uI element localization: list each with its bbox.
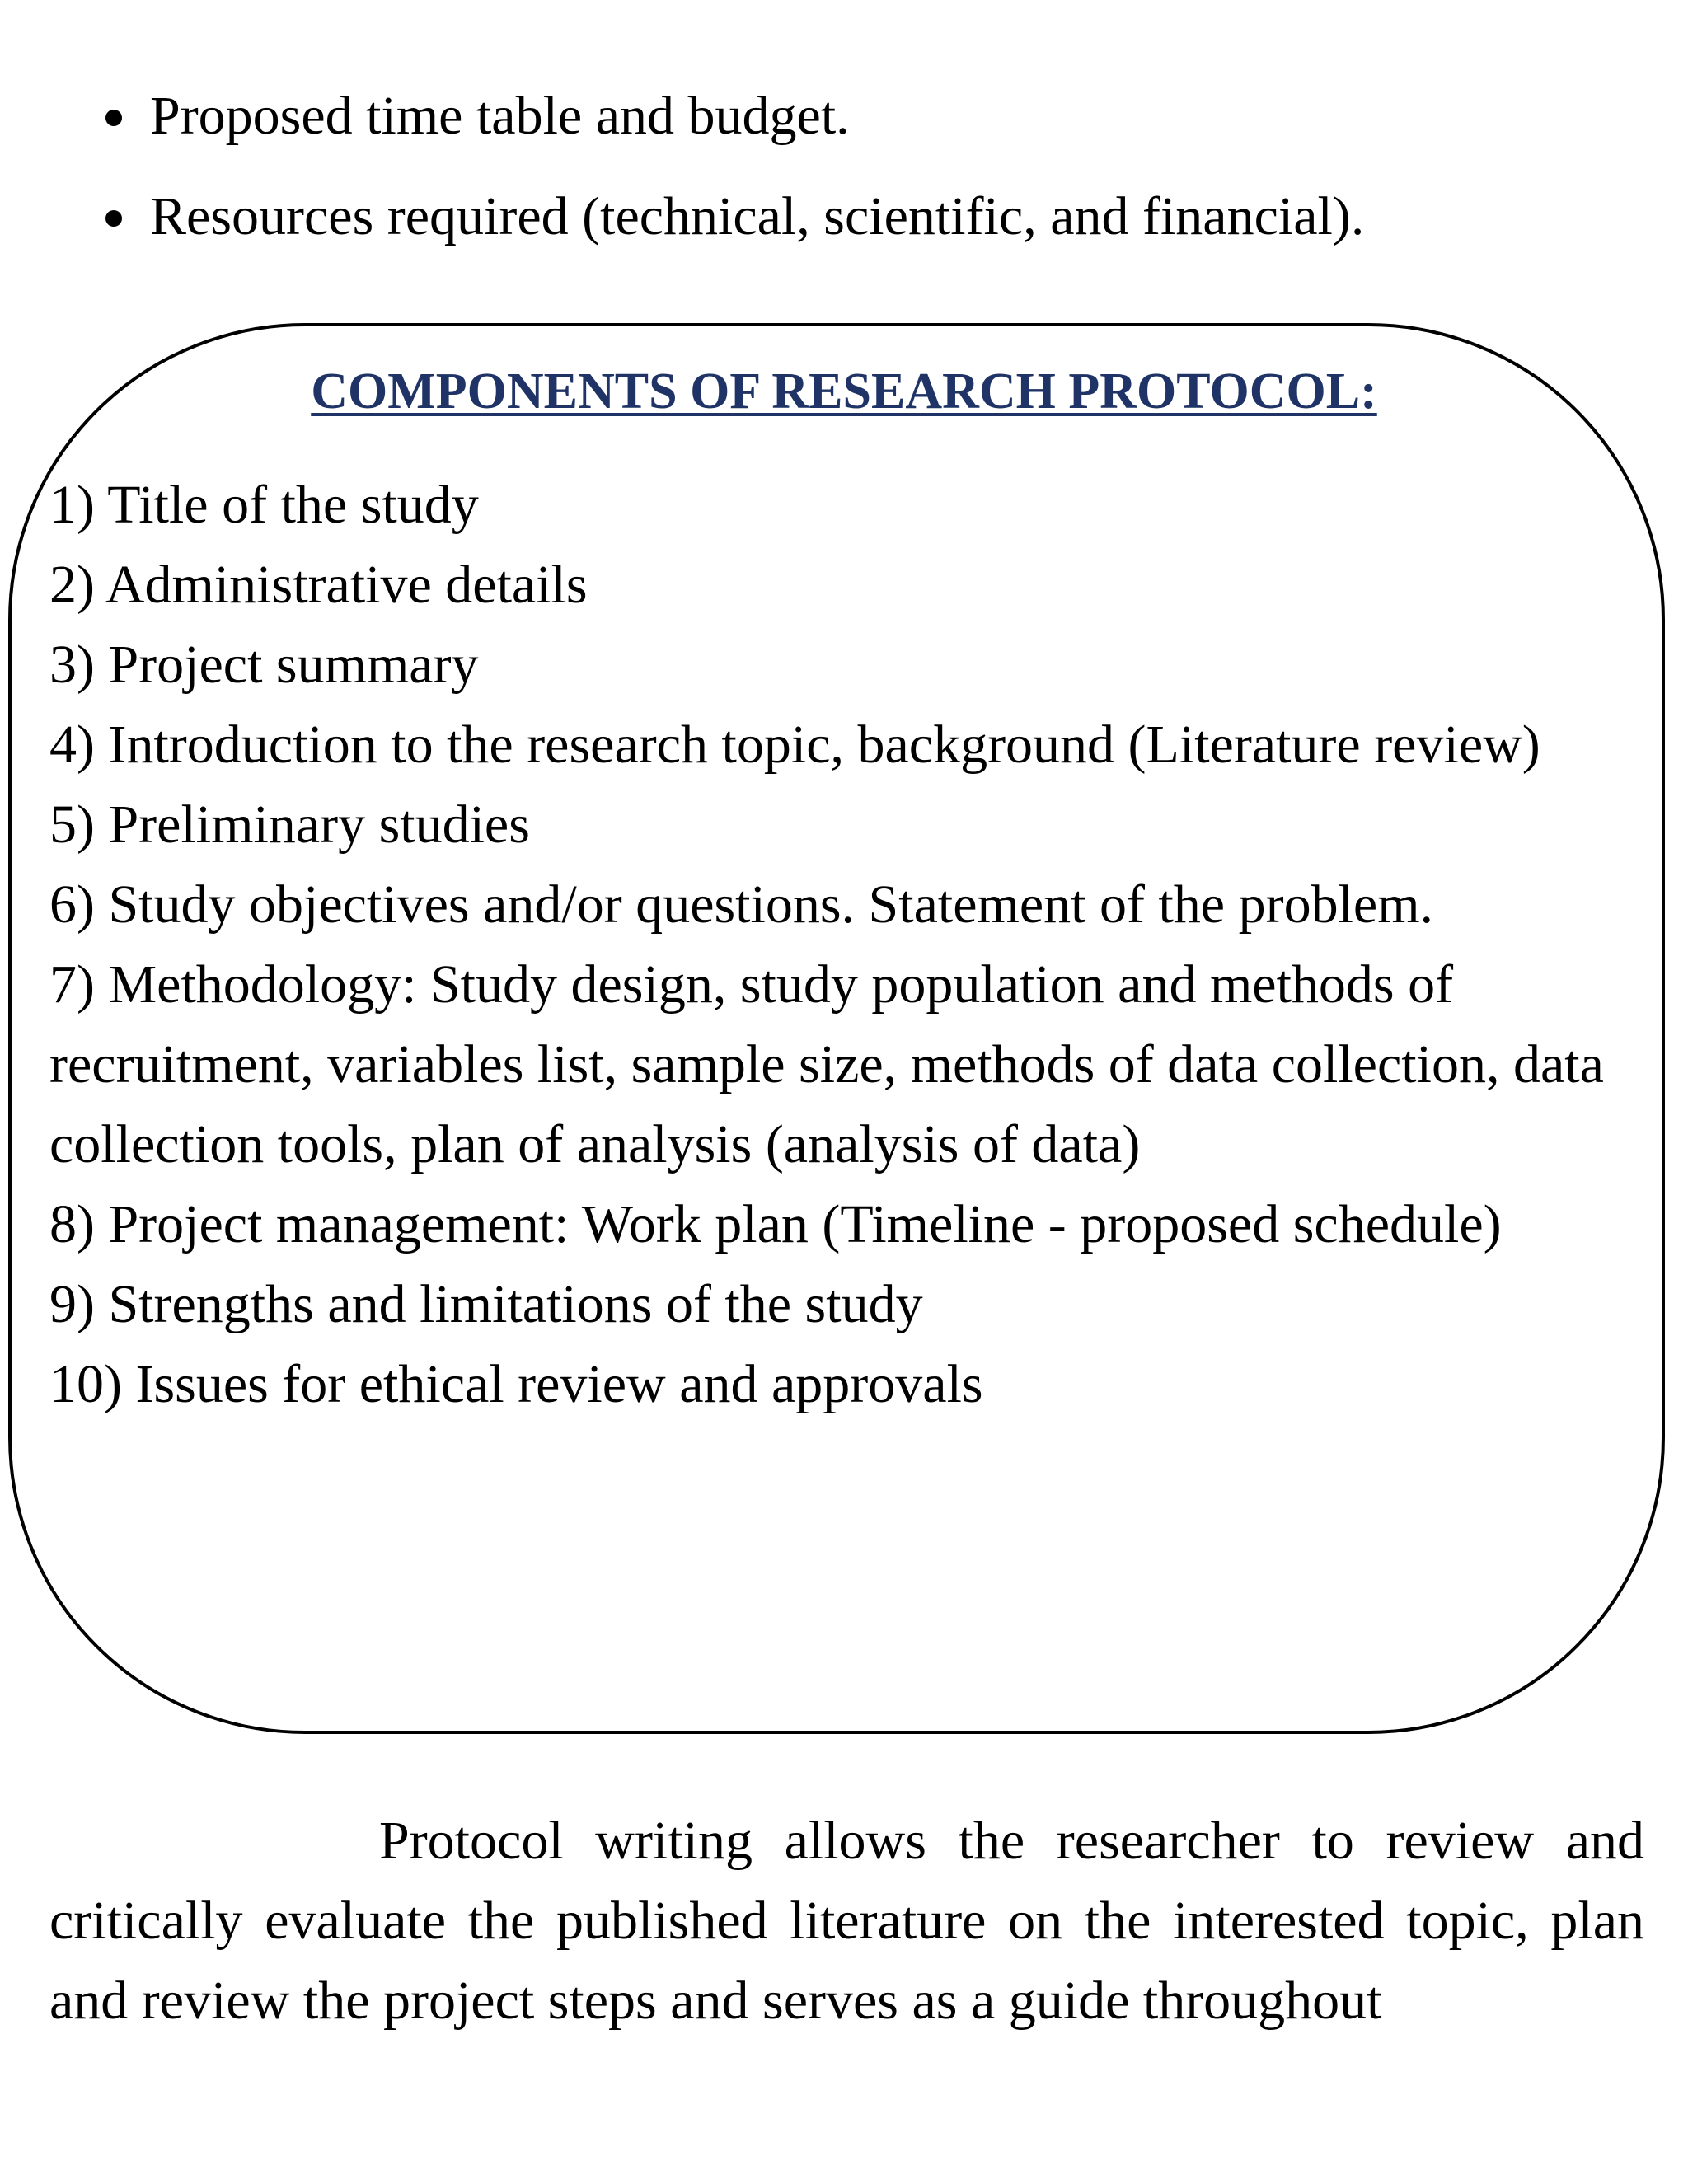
component-item: 3) Project summary <box>49 635 479 695</box>
bullet-text: Proposed time table and budget. <box>150 86 850 146</box>
bullet-text: Resources required (technical, scientific, and financial). <box>150 186 1365 246</box>
components-title: COMPONENTS OF RESEARCH PROTOCOL: <box>311 363 1377 419</box>
component-item: 7) Methodology: Study design, study population and methods of recruitment, variables list, sample size, methods of data collection, data collection tools, plan of analysis (analysis of data) <box>49 954 1604 1174</box>
component-item: 8) Project management: Work plan (Timeline - proposed schedule) <box>49 1194 1502 1254</box>
bullet-dot-icon <box>106 110 122 126</box>
component-item: 9) Strengths and limitations of the study <box>49 1274 923 1334</box>
bullet-item-resources <box>91 166 1640 267</box>
component-item: 4) Introduction to the research topic, background (Literature review) <box>49 715 1540 775</box>
component-item: 10) Issues for ethical review and approvals <box>49 1354 983 1414</box>
body-paragraph: Protocol writing allows the researcher to review and critically evaluate the published literature on the interested topic, plan and review the project steps and serves as a guide throughout <box>49 1811 1644 2031</box>
bullet-dot-icon <box>106 210 122 227</box>
component-item: 5) Preliminary studies <box>49 794 530 855</box>
component-item: 1) Title of the study <box>49 475 479 535</box>
components-list <box>49 465 1665 1424</box>
bullet-item-timetable <box>91 66 1640 166</box>
component-item: 6) Study objectives and/or questions. Statement of the problem. <box>49 874 1434 935</box>
component-item: 2) Administrative details <box>49 555 588 615</box>
bullet-list <box>91 66 1640 267</box>
